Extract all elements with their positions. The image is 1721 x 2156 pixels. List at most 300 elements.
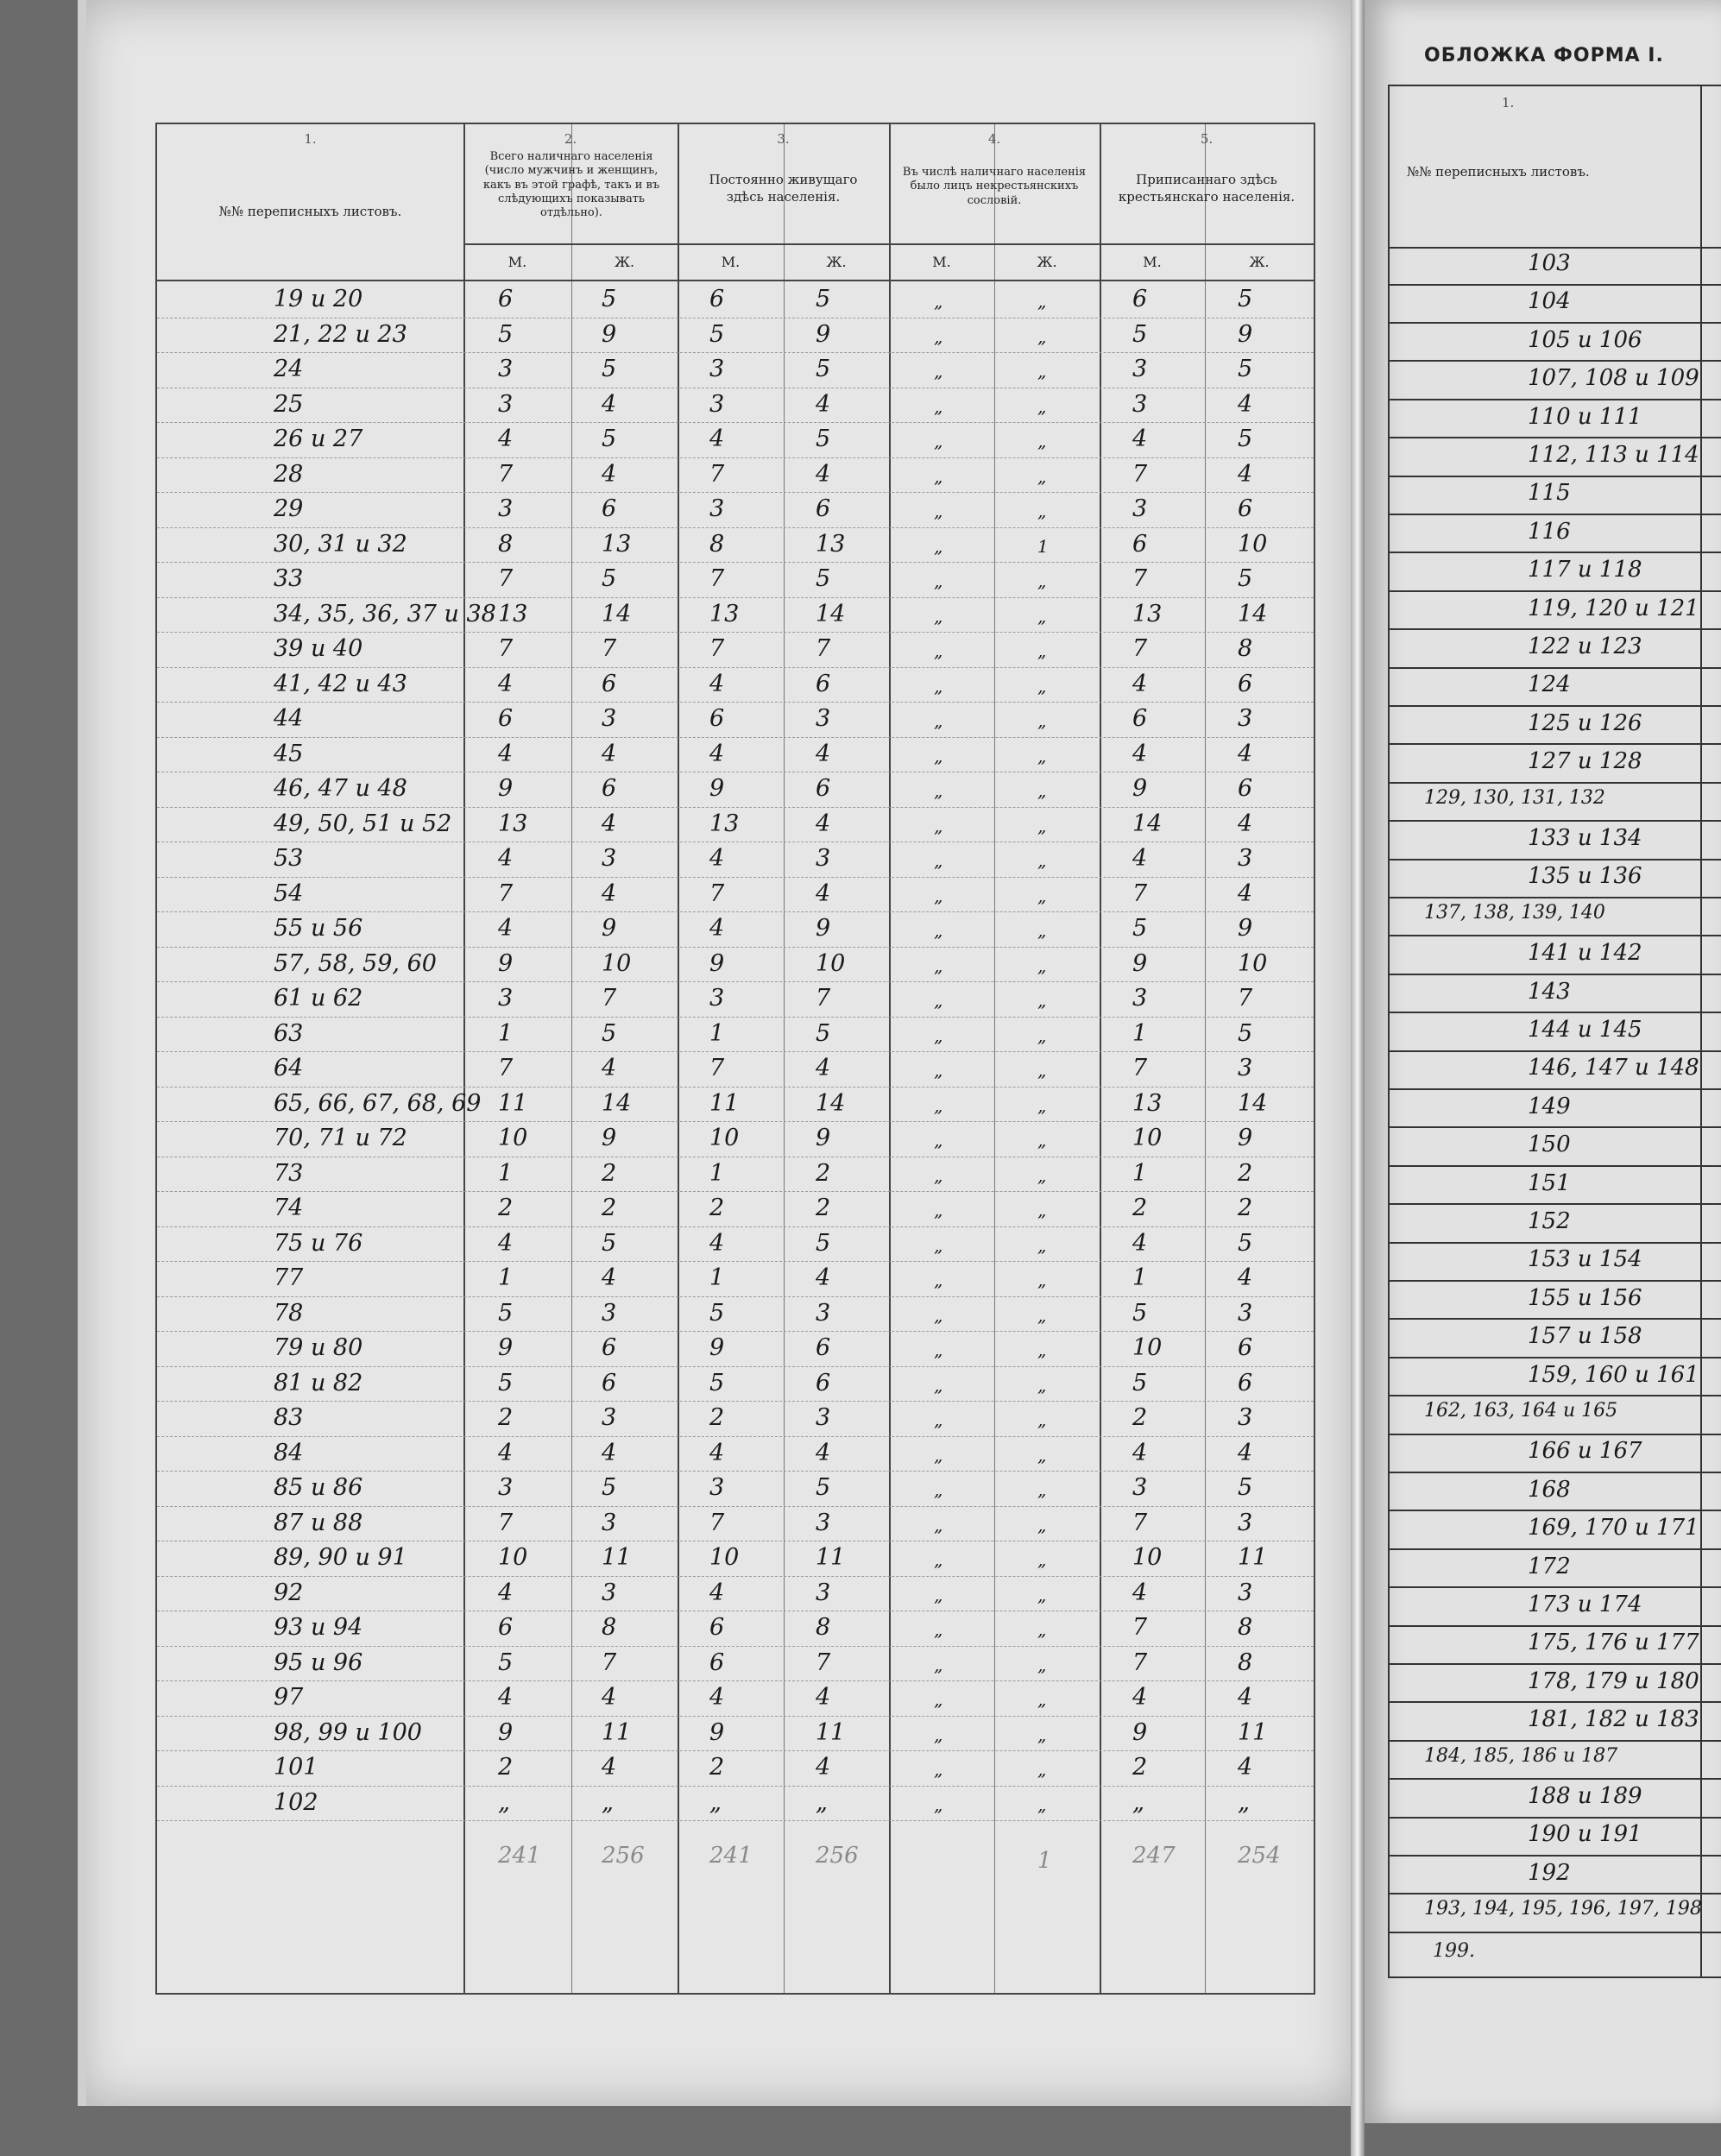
table-row — [1390, 1283, 1721, 1321]
count-cell-w1: 4 — [602, 1684, 617, 1711]
table-row — [157, 352, 1314, 388]
count-cell-m4: 4 — [1132, 426, 1148, 452]
table-row — [1390, 670, 1721, 707]
count-cell-w3: „ — [1037, 1234, 1047, 1256]
count-cell-m4: 3 — [1132, 390, 1148, 418]
count-cell-m4: 7 — [1132, 565, 1148, 592]
count-cell-m1: 11 — [498, 1089, 528, 1117]
count-cell-w3: „ — [1037, 1130, 1047, 1150]
col-number-2: 2. — [564, 131, 577, 147]
sheet-numbers-cell: 162, 163, 164 и 165 — [1424, 1400, 1618, 1422]
count-cell-m1: 2 — [498, 1404, 514, 1431]
table-row — [1390, 555, 1721, 592]
count-cell-m1: 13 — [498, 600, 528, 627]
sub-w-3: Ж. — [826, 254, 847, 270]
sheet-numbers-cell: 64 — [274, 1055, 304, 1081]
sub-m-5: М. — [1143, 254, 1162, 270]
count-cell-w1: 14 — [602, 600, 632, 627]
table-row — [157, 388, 1314, 424]
sub-w-5: Ж. — [1249, 254, 1270, 270]
sheet-numbers-cell: 104 — [1528, 288, 1571, 315]
table-row — [157, 1191, 1314, 1227]
count-cell-m3: „ — [934, 1060, 943, 1081]
count-cell-m3: „ — [934, 501, 943, 521]
count-cell-w4: 6 — [1238, 670, 1253, 697]
count-cell-m2: 5 — [709, 1369, 725, 1396]
count-cell-w2: 14 — [816, 600, 846, 627]
count-cell-w4: 3 — [1238, 1299, 1253, 1327]
count-cell-m3: „ — [934, 1234, 943, 1256]
count-cell-w3: „ — [1037, 640, 1047, 661]
count-cell-w3: „ — [1037, 1374, 1047, 1396]
table-row — [157, 1786, 1314, 1822]
sheet-numbers-cell: 152 — [1528, 1208, 1571, 1234]
count-cell-w4: 14 — [1238, 1089, 1268, 1117]
table-row — [1390, 1053, 1721, 1090]
table-row — [157, 981, 1314, 1018]
count-cell-m1: 3 — [498, 356, 514, 382]
count-cell-w3: „ — [1037, 1094, 1047, 1116]
count-cell-m3: „ — [934, 1409, 943, 1430]
count-cell-m2: 7 — [709, 879, 725, 907]
count-cell-m3: „ — [934, 571, 943, 591]
count-cell-m1: 13 — [498, 810, 528, 837]
count-cell-m2: 9 — [709, 1334, 725, 1361]
count-cell-m2: 3 — [709, 1474, 725, 1501]
sheet-numbers-cell: 110 и 111 — [1528, 403, 1642, 430]
sheet-numbers-cell: 102 — [274, 1788, 318, 1816]
sheet-numbers-cell: 75 и 76 — [274, 1229, 363, 1257]
table-row — [157, 702, 1314, 738]
sheet-numbers-cell: 77 — [274, 1264, 304, 1291]
count-cell-w4: 4 — [1238, 740, 1253, 767]
count-cell-m4: 7 — [1132, 879, 1148, 907]
count-cell-w2: „ — [816, 1788, 828, 1816]
count-cell-w3: „ — [1037, 291, 1047, 312]
count-cell-w1: 3 — [602, 845, 617, 872]
sheet-numbers-cell: 135 и 136 — [1528, 863, 1642, 890]
count-cell-w2: 6 — [816, 670, 831, 697]
count-cell-m4: 7 — [1132, 1055, 1148, 1081]
count-cell-w1: 4 — [602, 810, 617, 837]
count-cell-w1: 4 — [602, 1439, 617, 1466]
count-cell-m1: 7 — [498, 460, 514, 488]
count-cell-w3: „ — [1037, 395, 1047, 417]
count-cell-w3: „ — [1037, 990, 1047, 1011]
count-cell-m4: 6 — [1132, 286, 1148, 312]
count-cell-m2: 9 — [709, 1718, 725, 1746]
count-cell-w1: 6 — [602, 495, 617, 522]
sheet-numbers-cell: 19 и 20 — [274, 286, 363, 312]
count-cell-m3: „ — [934, 1340, 943, 1360]
count-cell-m1: 9 — [498, 949, 514, 977]
count-cell-w1: 7 — [602, 635, 617, 662]
table-row — [1390, 1628, 1721, 1665]
count-cell-w3: „ — [1037, 885, 1047, 906]
count-cell-w1: 5 — [602, 356, 617, 382]
count-cell-m3: „ — [934, 1444, 943, 1466]
table-row — [157, 1611, 1314, 1647]
count-cell-w4: 3 — [1238, 1579, 1253, 1606]
count-cell-w4: 5 — [1238, 1229, 1253, 1257]
count-cell-w2: 7 — [816, 985, 831, 1012]
count-cell-m1: 9 — [498, 775, 514, 802]
count-cell-w2: 5 — [816, 1019, 831, 1047]
count-cell-w4: 4 — [1238, 1684, 1253, 1711]
table-row — [1390, 402, 1721, 439]
table-row — [1390, 1552, 1721, 1589]
sheet-numbers-cell: 44 — [274, 705, 304, 732]
sheet-numbers-cell: 53 — [274, 845, 304, 872]
count-cell-w3: „ — [1037, 675, 1047, 697]
count-cell-m2: 1 — [709, 1019, 725, 1047]
count-cell-m1: 2 — [498, 1754, 514, 1781]
table-row — [157, 1226, 1314, 1263]
count-cell-w3: „ — [1037, 815, 1047, 836]
count-cell-w1: 13 — [602, 530, 632, 558]
count-cell-m4: 4 — [1132, 845, 1148, 872]
table-row — [157, 1331, 1314, 1367]
count-cell-w3: „ — [1037, 1514, 1047, 1535]
sheet-numbers-cell: 181, 182 и 183 — [1528, 1706, 1699, 1733]
count-cell-w2: 6 — [816, 1334, 831, 1361]
sheet-numbers-cell: 97 — [274, 1684, 304, 1711]
count-cell-m1: 3 — [498, 1474, 514, 1501]
count-cell-m3: „ — [934, 1619, 943, 1640]
sheet-numbers-cell: 92 — [274, 1579, 304, 1606]
count-cell-m2: 6 — [709, 1614, 725, 1641]
table-row — [1390, 1321, 1721, 1359]
sheet-numbers-cell: 125 и 126 — [1528, 709, 1642, 736]
count-cell-w4: 2 — [1238, 1195, 1253, 1221]
count-cell-m1: 1 — [498, 1159, 514, 1187]
count-cell-w4: 14 — [1238, 600, 1268, 627]
count-cell-w2: 6 — [816, 1369, 831, 1396]
count-cell-m2: 9 — [709, 949, 725, 977]
sheet-numbers-cell: 115 — [1528, 480, 1571, 507]
count-cell-w2: 4 — [816, 810, 831, 837]
table-row — [157, 1750, 1314, 1787]
count-cell-w4: 9 — [1238, 320, 1253, 348]
right-col-number: 1. — [1502, 95, 1515, 110]
count-cell-m4: 7 — [1132, 460, 1148, 488]
count-cell-w2: 2 — [816, 1159, 831, 1187]
total-cell-m1: 241 — [498, 1843, 541, 1869]
count-cell-w2: 5 — [816, 565, 831, 592]
count-cell-w3: „ — [1037, 1549, 1047, 1570]
form-title: ОБЛОЖКА ФОРМА I. — [1424, 45, 1664, 66]
sheet-numbers-cell: 169, 170 и 171 — [1528, 1515, 1699, 1541]
count-cell-w1: 14 — [602, 1089, 632, 1117]
count-cell-w2: 9 — [816, 320, 831, 348]
count-cell-m1: 10 — [498, 1125, 528, 1151]
count-cell-m1: 4 — [498, 845, 514, 872]
continuation-table — [1388, 85, 1721, 1978]
table-row — [157, 947, 1314, 983]
count-cell-w4: 5 — [1238, 356, 1253, 382]
count-cell-m4: 1 — [1132, 1159, 1148, 1187]
count-cell-w4: 5 — [1238, 286, 1253, 312]
table-row — [157, 1296, 1314, 1333]
count-cell-m4: 13 — [1132, 600, 1163, 627]
count-cell-m3: „ — [934, 640, 943, 661]
table-row — [1390, 938, 1721, 975]
count-cell-w3: „ — [1037, 710, 1047, 731]
header-peasant-registered: Приписаннаго здѣсь крестьянскаго населенія. — [1118, 172, 1295, 205]
table-row — [157, 667, 1314, 703]
sheet-numbers-cell: 54 — [274, 879, 304, 907]
count-cell-w4: 11 — [1238, 1544, 1268, 1571]
count-cell-w4: 11 — [1238, 1718, 1268, 1746]
sub-m-4: М. — [932, 254, 951, 270]
sheet-numbers-cell: 73 — [274, 1159, 304, 1187]
table-row — [1390, 747, 1721, 784]
sheet-numbers-cell: 103 — [1528, 250, 1571, 276]
count-cell-m1: 4 — [498, 1229, 514, 1257]
count-cell-m2: 6 — [709, 286, 725, 312]
sheet-numbers-cell: 153 и 154 — [1528, 1246, 1642, 1273]
count-cell-m3: „ — [934, 710, 943, 731]
sheet-numbers-cell: 89, 90 и 91 — [274, 1544, 407, 1571]
count-cell-w3: „ — [1037, 1200, 1047, 1220]
count-cell-w4: 3 — [1238, 705, 1253, 732]
table-row — [1390, 1475, 1721, 1512]
sheet-numbers-cell: 49, 50, 51 и 52 — [274, 810, 452, 837]
sheet-numbers-cell: 178, 179 и 180 — [1528, 1667, 1699, 1694]
sheet-numbers-cell: 193, 194, 195, 196, 197, 198 — [1424, 1898, 1702, 1920]
count-cell-m2: 1 — [709, 1264, 725, 1291]
count-cell-w2: 4 — [816, 879, 831, 907]
count-cell-w2: 11 — [816, 1544, 846, 1571]
count-cell-w1: 4 — [602, 740, 617, 767]
count-cell-m3: „ — [934, 431, 943, 451]
count-cell-w4: 4 — [1238, 879, 1253, 907]
count-cell-w3: „ — [1037, 1654, 1047, 1675]
count-cell-w2: 4 — [816, 740, 831, 767]
count-cell-m2: 2 — [709, 1404, 725, 1431]
count-cell-w3: „ — [1037, 745, 1047, 766]
sheet-numbers-cell: 28 — [274, 460, 304, 488]
table-row — [1390, 1015, 1721, 1052]
table-row — [157, 318, 1314, 354]
count-cell-w4: 3 — [1238, 845, 1253, 872]
sheet-numbers-cell: 55 и 56 — [274, 915, 363, 942]
table-row — [1390, 1130, 1721, 1167]
sheet-numbers-cell: 61 и 62 — [274, 985, 363, 1012]
footer-note: 199. — [1433, 1940, 1475, 1962]
sheet-numbers-cell: 124 — [1528, 671, 1571, 698]
table-row — [1390, 1667, 1721, 1704]
count-cell-m3: „ — [934, 1130, 943, 1150]
count-cell-w4: 4 — [1238, 1754, 1253, 1781]
table-row — [1390, 440, 1721, 477]
count-cell-m3: „ — [934, 1024, 943, 1046]
count-cell-m4: 5 — [1132, 915, 1148, 942]
count-cell-w3: „ — [1037, 325, 1047, 347]
count-cell-w1: 10 — [602, 949, 632, 977]
count-cell-m4: 2 — [1132, 1195, 1148, 1221]
count-cell-m1: 7 — [498, 565, 514, 592]
count-cell-m4: „ — [1132, 1788, 1144, 1816]
sheet-numbers-cell: 83 — [274, 1404, 304, 1431]
count-cell-m2: 7 — [709, 1509, 725, 1536]
count-cell-w2: 4 — [816, 1754, 831, 1781]
count-cell-m3: „ — [934, 745, 943, 766]
sheet-numbers-cell: 21, 22 и 23 — [274, 320, 407, 348]
count-cell-m3: „ — [934, 1514, 943, 1535]
count-cell-m3: „ — [934, 605, 943, 627]
count-cell-m4: 3 — [1132, 985, 1148, 1012]
table-row — [157, 1646, 1314, 1682]
table-row — [1390, 785, 1721, 823]
sheet-numbers-cell: 188 и 189 — [1528, 1783, 1642, 1809]
table-row — [1390, 1858, 1721, 1895]
sheet-numbers-cell: 127 и 128 — [1528, 748, 1642, 775]
total-cell-w1: 256 — [602, 1843, 645, 1869]
sheet-numbers-cell: 105 и 106 — [1528, 326, 1642, 353]
count-cell-m3: „ — [934, 955, 943, 976]
table-row — [157, 1680, 1314, 1717]
count-cell-m3: „ — [934, 1304, 943, 1326]
count-cell-m4: 9 — [1132, 1718, 1148, 1746]
count-cell-m3: „ — [934, 1759, 943, 1780]
count-cell-m1: 9 — [498, 1334, 514, 1361]
count-cell-w2: 3 — [816, 1579, 831, 1606]
table-row — [157, 492, 1314, 528]
count-cell-w3: „ — [1037, 1724, 1047, 1745]
count-cell-m1: 3 — [498, 985, 514, 1012]
sheet-numbers-cell: 87 и 88 — [274, 1509, 363, 1536]
count-cell-m4: 10 — [1132, 1544, 1163, 1571]
count-cell-m4: 7 — [1132, 1509, 1148, 1536]
table-row — [157, 1017, 1314, 1053]
count-cell-w3: „ — [1037, 501, 1047, 521]
sheet-numbers-cell: 137, 138, 139, 140 — [1424, 901, 1605, 924]
count-cell-m4: 4 — [1132, 670, 1148, 697]
count-cell-m3: „ — [934, 1724, 943, 1745]
count-cell-w1: 6 — [602, 1369, 617, 1396]
count-cell-w4: 4 — [1238, 1264, 1253, 1291]
count-cell-w3: „ — [1037, 920, 1047, 941]
count-cell-w2: 7 — [816, 1649, 831, 1676]
table-row — [1390, 861, 1721, 898]
count-cell-m1: 5 — [498, 1369, 514, 1396]
count-cell-m1: 7 — [498, 879, 514, 907]
header-sheets: №№ переписныхъ листовъ. — [218, 204, 402, 219]
sheet-numbers-cell: 25 — [274, 390, 304, 418]
count-cell-m1: 4 — [498, 1439, 514, 1466]
sheet-numbers-cell: 184, 185, 186 и 187 — [1424, 1744, 1618, 1767]
count-cell-m2: 2 — [709, 1195, 725, 1221]
sheet-numbers-cell: 157 и 158 — [1528, 1323, 1642, 1350]
sheet-numbers-cell: 129, 130, 131, 132 — [1424, 786, 1605, 809]
count-cell-m3: „ — [934, 1094, 943, 1116]
count-cell-w3: „ — [1037, 1024, 1047, 1046]
count-cell-w2: 8 — [816, 1614, 831, 1641]
count-cell-w2: 3 — [816, 705, 831, 732]
count-cell-w1: 9 — [602, 320, 617, 348]
count-cell-m1: 5 — [498, 1649, 514, 1676]
sheet-numbers-cell: 116 — [1528, 518, 1571, 545]
count-cell-m3: „ — [934, 1164, 943, 1186]
table-row — [157, 562, 1314, 598]
count-cell-w4: 6 — [1238, 1334, 1253, 1361]
count-cell-w2: 4 — [816, 1264, 831, 1291]
table-row — [157, 1051, 1314, 1087]
count-cell-w1: 5 — [602, 1019, 617, 1047]
count-cell-m2: 6 — [709, 705, 725, 732]
table-row — [157, 1471, 1314, 1507]
count-cell-w3: „ — [1037, 431, 1047, 451]
sub-w-4: Ж. — [1037, 254, 1057, 270]
count-cell-m1: 4 — [498, 740, 514, 767]
count-cell-w3: „ — [1037, 780, 1047, 801]
count-cell-m1: 9 — [498, 1718, 514, 1746]
count-cell-w1: 6 — [602, 775, 617, 802]
count-cell-w3: „ — [1037, 465, 1047, 487]
sub-w-2: Ж. — [614, 254, 635, 270]
count-cell-w1: 4 — [602, 1264, 617, 1291]
count-cell-m2: 13 — [709, 600, 740, 627]
count-cell-w3: „ — [1037, 1619, 1047, 1640]
table-row — [157, 1541, 1314, 1577]
count-cell-w3: „ — [1037, 850, 1047, 871]
count-cell-m4: 10 — [1132, 1125, 1163, 1151]
count-cell-w4: 9 — [1238, 915, 1253, 942]
sheet-numbers-cell: 98, 99 и 100 — [274, 1718, 422, 1746]
count-cell-m3: „ — [934, 780, 943, 801]
table-row — [157, 1121, 1314, 1157]
count-cell-m2: 5 — [709, 1299, 725, 1327]
count-cell-w4: 2 — [1238, 1159, 1253, 1187]
count-cell-w1: 3 — [602, 1579, 617, 1606]
count-cell-m3: „ — [934, 850, 943, 871]
count-cell-m2: 2 — [709, 1754, 725, 1781]
sheet-numbers-cell: 133 и 134 — [1528, 825, 1642, 851]
count-cell-w3: „ — [1037, 955, 1047, 976]
table-row — [157, 807, 1314, 843]
count-cell-w3: „ — [1037, 1759, 1047, 1780]
count-cell-m1: 1 — [498, 1264, 514, 1291]
count-cell-w1: 6 — [602, 670, 617, 697]
sheet-numbers-cell: 34, 35, 36, 37 и 38 — [274, 600, 496, 627]
sheet-numbers-cell: 166 и 167 — [1528, 1438, 1642, 1465]
count-cell-w2: 9 — [816, 915, 831, 942]
right-header-sheets: №№ переписныхъ листовъ. — [1407, 164, 1590, 180]
census-summary-table — [155, 123, 1315, 1995]
total-cell-w2: 256 — [816, 1843, 859, 1869]
sheet-numbers-cell: 79 и 80 — [274, 1334, 363, 1361]
sheet-numbers-cell: 70, 71 и 72 — [274, 1125, 407, 1151]
count-cell-w4: 8 — [1238, 635, 1253, 662]
count-cell-m3: „ — [934, 1689, 943, 1710]
count-cell-m1: 8 — [498, 530, 514, 558]
count-cell-w2: 4 — [816, 1439, 831, 1466]
table-row — [1390, 1513, 1721, 1550]
sub-m-2: М. — [507, 254, 527, 270]
sheet-numbers-cell: 29 — [274, 495, 304, 522]
count-cell-w2: 6 — [816, 775, 831, 802]
table-row — [157, 1087, 1314, 1123]
count-cell-m3: „ — [934, 291, 943, 312]
count-cell-m4: 4 — [1132, 1229, 1148, 1257]
count-cell-m1: 6 — [498, 286, 514, 312]
sheet-numbers-cell: 112, 113 и 114 — [1528, 442, 1699, 468]
sheet-numbers-cell: 149 — [1528, 1093, 1571, 1119]
count-cell-m4: 1 — [1132, 1264, 1148, 1291]
count-cell-w1: 5 — [602, 565, 617, 592]
count-cell-m1: 4 — [498, 1579, 514, 1606]
